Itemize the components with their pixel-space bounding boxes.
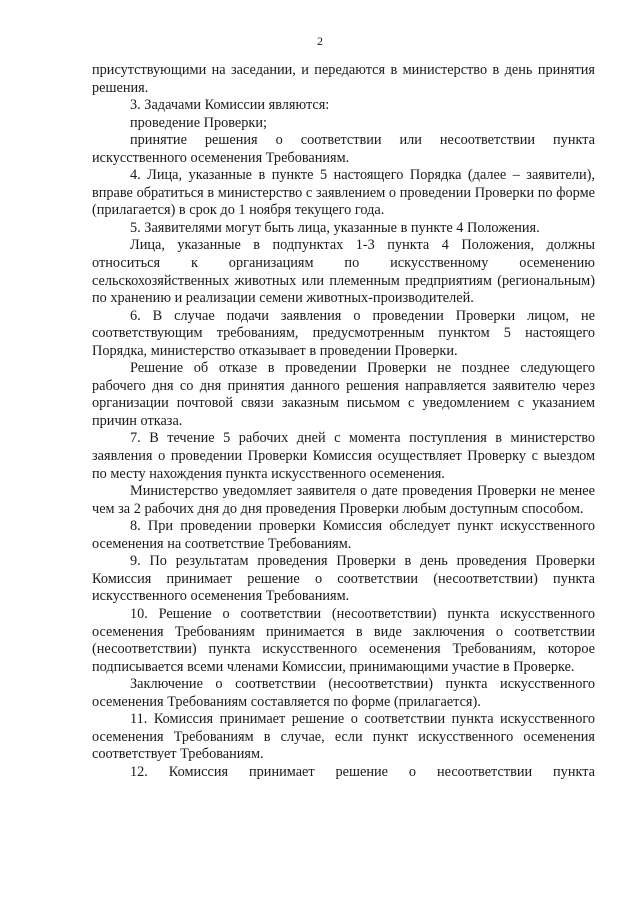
paragraph: 11. Комиссия принимает решение о соответствии пункта искусственного осеменения Требованиям в случае, если пункт искусственного осеменения соответствует Требованиям. [92,711,595,763]
paragraph: Решение об отказе в проведении Проверки не позднее следующего рабочего дня со дня принятия данного решения направляется заявителю через организации почтовой связи заказным письмом с уведомлением с указанием причин отказа. [92,360,595,429]
paragraph: 7. В течение 5 рабочих дней с момента поступления в министерство заявления о проведении Проверки Комиссия осуществляет Проверку с выездом по месту нахождения пункта искусственного осеменения. [92,430,595,482]
paragraph: присутствующими на заседании, и передаются в министерство в день принятия решения. [92,62,595,96]
paragraph: Лица, указанные в подпунктах 1-3 пункта 4 Положения, должны относиться к организациям по искусственному осеменению сельскохозяйственных животных или племенным предприятиям (региональным) по хранению и реализации семени животных-производителей. [92,237,595,307]
paragraph: 10. Решение о соответствии (несоответствии) пункта искусственного осеменения Требованиям принимается в виде заключения о соответствии (несоответствии) пункта искусственного осеменения Требованиям, которое подписывается всеми членами Комиссии, принимающими участие в Проверке. [92,605,595,675]
paragraph: 4. Лица, указанные в пункте 5 настоящего Порядка (далее – заявители), вправе обратиться в министерство с заявлением о проведении Проверки по форме (прилагается) в срок до 1 ноября текущего года. [92,167,595,219]
page-number: 2 [317,34,323,48]
paragraph: проведение Проверки; [130,114,267,131]
paragraph: 12. Комиссия принимает решение о несоответствии пункта [130,763,595,780]
document-body [92,62,595,781]
paragraph: Заключение о соответствии (несоответствии) пункта искусственного осеменения Требованиям составляется по форме (прилагается). [92,676,595,710]
paragraph: принятие решения о соответствии или несоответствии пункта искусственного осеменения Требованиям. [92,132,595,166]
paragraph: 3. Задачами Комиссии являются: [130,97,330,114]
paragraph: 9. По результатам проведения Проверки в день проведения Проверки Комиссия принимает решение о соответствии (несоответствии) пункта искусственного осеменения Требованиям. [92,553,595,605]
paragraph: Министерство уведомляет заявителя о дате проведения Проверки не менее чем за 2 рабочих дня до дня проведения Проверки любым доступным способом. [92,483,595,517]
paragraph: 8. При проведении проверки Комиссия обследует пункт искусственного осеменения на соответствие Требованиям. [92,518,595,552]
paragraph: 6. В случае подачи заявления о проведении Проверки лицом, не соответствующим требованиям, предусмотренным пунктом 5 настоящего Порядка, министерство отказывает в проведении Проверки. [92,307,595,359]
paragraph: 5. Заявителями могут быть лица, указанные в пункте 4 Положения. [130,219,540,236]
